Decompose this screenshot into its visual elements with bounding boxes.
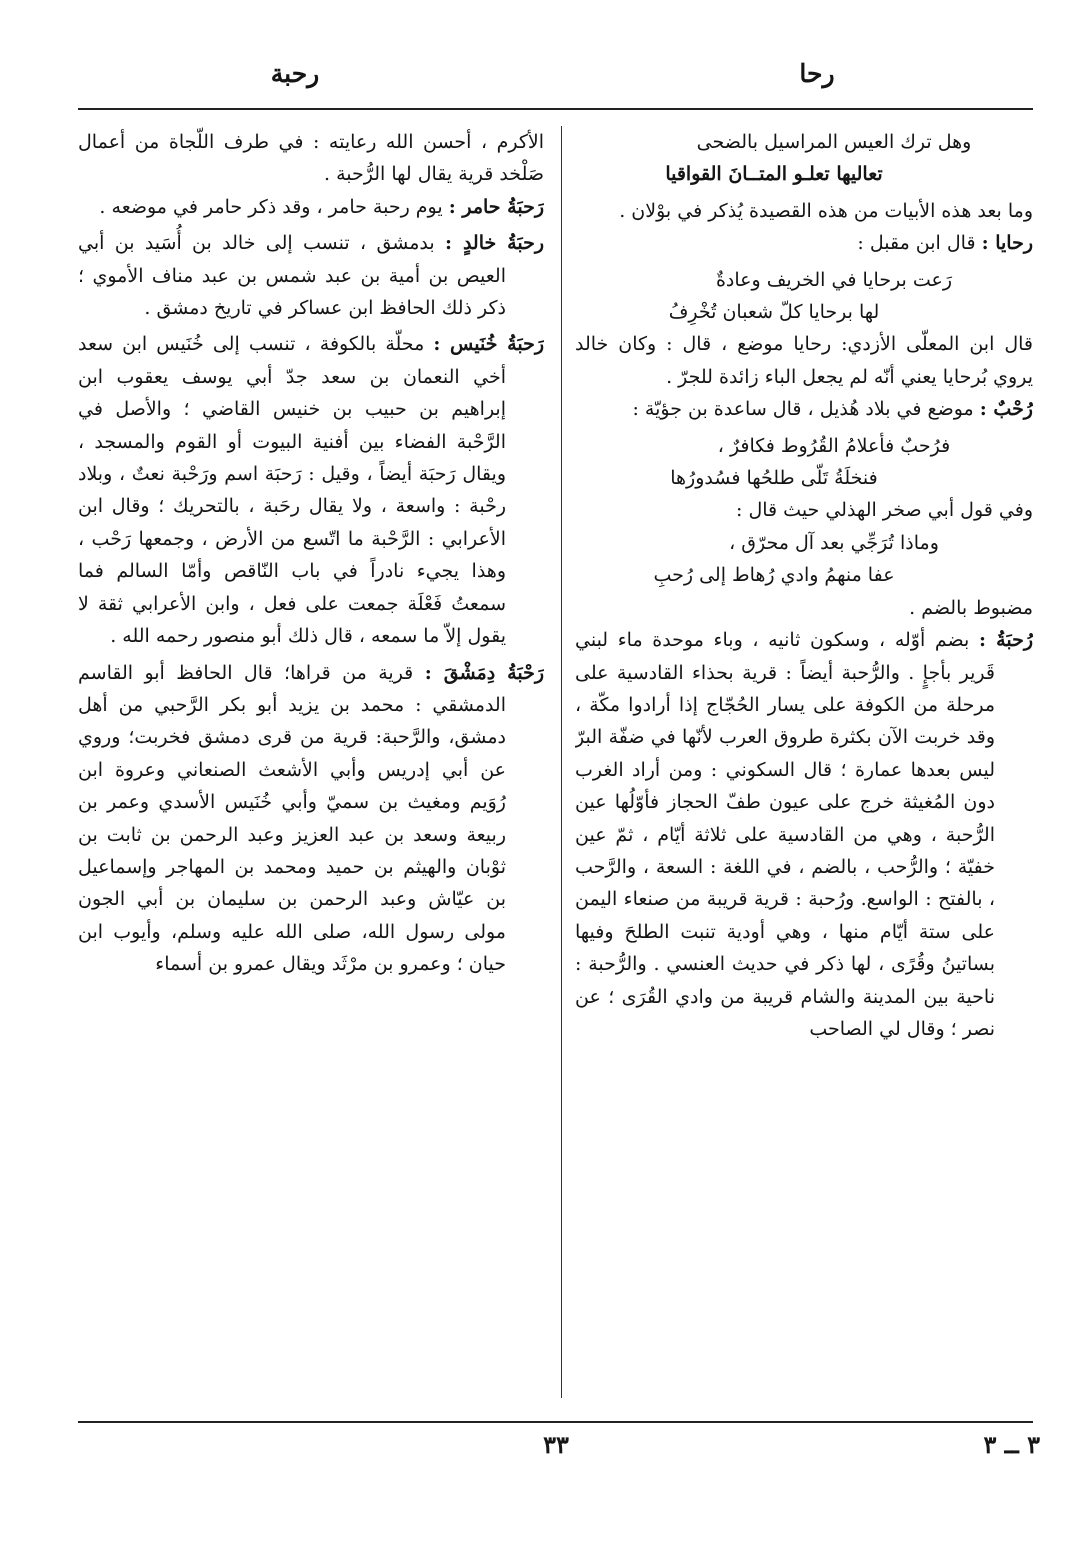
verse-line: وهل ترك العيس المراسيل بالضحى bbox=[696, 131, 972, 153]
entry-text: مضبوط بالضم . bbox=[909, 596, 1033, 619]
entry-headword: رحبَةُ خالدٍ : bbox=[445, 232, 544, 255]
entry-text: يوم رحبة حامر ، وقد ذكر حامر في موضعه . bbox=[99, 195, 443, 218]
verse-line: فنخلَةُ تَلّى طلحُها فسُدورُها bbox=[670, 467, 878, 490]
entry-text: بضم أوّله ، وسكون ثانيه ، وباء موحدة ماء لبني قَرير بأجإٍ . والرُّحبة أيضاً : قرية بحذاء القادسية على مرحلة من الكوفة على يسار الحُجّاج إذا أرادوا مكّة ، وقد خربت الآن بكثرة طروق العرب لأنّها في ضفّة البرّ ليس بعدها عمارة ؛ قال السكوني : ومن أراد الغرب دون المُغيثة خرج على عيون طفّ الحجاز فأوّلُها عين الرُّحبة ، وهي من القادسية على ثلاثة أيّام ، ثمّ عين خفيّة ؛ والرُّحب ، بالضم ، في اللغة : السعة ، والرَّحب ، بالفتح : الواسع. ورُحبة : قرية قريبة من صنعاء اليمن على ستة أيّام منها ، وهي أودية تنبت الطلحَ وفيها بساتينُ وقُرًى ، لها ذكر في حديث العنسي . والرُّحبة : ناحية بين المدينة والشام قريبة من وادي القُرَى ؛ عن نصر ؛ وقال لي الصاحب bbox=[575, 629, 995, 1040]
entry-rahbat-khunays bbox=[78, 328, 544, 652]
entry-continuation: الأكرم ، أحسن الله رعايته : في طرف اللّجاة من أعمال صَلْخد قرية يقال لها الرُّحبة . bbox=[78, 131, 544, 186]
fascicle-number: ٣ ــ ٣ bbox=[983, 1430, 1040, 1459]
running-header-left: رحبة bbox=[270, 59, 320, 88]
verse-line: عفا منهمُ وادي رُهاط إلى رُحبِ bbox=[653, 564, 895, 587]
verse-block bbox=[575, 126, 1033, 191]
page-number: ٣٣ bbox=[543, 1430, 569, 1459]
verse-block bbox=[575, 430, 1033, 495]
entry-headword: رُحْبٌ : bbox=[979, 398, 1033, 421]
verse-line: تعاليها تعلـو المتــانَ القواقيا bbox=[665, 163, 883, 186]
entry-headword: رَحْبَةُ دِمَشْقَ : bbox=[424, 661, 544, 684]
paragraph: وما بعد هذه الأبيات من هذه القصيدة يُذكر في بوْلان . bbox=[619, 199, 1033, 222]
entry-text: قال ابن مقبل : bbox=[857, 232, 976, 255]
header-rule bbox=[78, 108, 1033, 110]
verse-block bbox=[575, 264, 1033, 329]
verse-line: وماذا تُرَجِّي بعد آل محرّق ، bbox=[729, 531, 939, 554]
verse-line: لها برحايا كلّ شعبان تُخْرِفُ bbox=[668, 301, 880, 324]
entry-text: وفي قول أبي صخر الهذلي حيث قال : bbox=[736, 499, 1033, 522]
entry-rahbat-dimashq bbox=[78, 657, 544, 981]
entry-headword: رحايا : bbox=[981, 232, 1033, 255]
entry-text: موضع في بلاد هُذيل ، قال ساعدة بن جؤيّة : bbox=[632, 398, 974, 421]
entry-rahaya bbox=[575, 227, 1033, 259]
verse-line: رَعت برحايا في الخريف وعادةٌ bbox=[715, 268, 953, 291]
entry-rahbat-khalid bbox=[78, 227, 544, 324]
verse-line: فرُحبٌ فأعلامُ القُرُوط فكافرٌ ، bbox=[717, 434, 951, 457]
running-header-right: رحا bbox=[799, 59, 835, 88]
entry-text: قال ابن المعلّى الأزدي: رحايا موضع ، قال : وكان خالد يروي بُرحايا يعني أنّه لم يجعل الباء زائدة للجرّ . bbox=[575, 333, 1033, 388]
verse-block bbox=[575, 527, 1033, 592]
entry-ruhb bbox=[575, 393, 1033, 425]
entry-rahbat-hamir bbox=[78, 191, 544, 223]
footer-rule bbox=[78, 1421, 1033, 1423]
entry-ruhba bbox=[575, 624, 1033, 1045]
entry-text: بدمشق ، تنسب إلى خالد بن أُسَيد بن أبي العيص بن أمية بن عبد شمس بن عبد مناف الأموي ؛ ذكر ذلك الحافظ ابن عساكر في تاريخ دمشق . bbox=[78, 232, 506, 320]
entry-headword: رُحبَةُ : bbox=[978, 629, 1033, 652]
entry-text: قرية من قراها؛ قال الحافظ أبو القاسم الدمشقي : محمد بن يزيد أبو بكر الرَّحبي من أهل دمشق، والرَّحبة: قرية من قرى دمشق فخربت؛ وروي عن أبي إدريس وأبي الأشعث الصنعاني وعروة ابن رُوَيم ومغيث بن سميّ وأبي خُنَيس الأسدي وعمر بن ربيعة وسعد بن عبد العزيز وعبد الرحمن بن ثابت بن ثوْبان والهيثم بن حميد ومحمد بن المهاجر وإسماعيل بن عيّاش وعبد الرحمن بن سليمان بن أبي الجون مولى رسول الله، صلى الله عليه وسلم، وأيوب ابن حيان ؛ وعمرو بن مرْثَد ويقال عمرو بن أسماء bbox=[78, 661, 506, 976]
entry-headword: رَحبَةُ حامر : bbox=[448, 195, 544, 218]
entry-headword: رَحبَةُ خُنَيس : bbox=[433, 333, 544, 356]
column-divider bbox=[561, 126, 562, 1398]
right-column bbox=[575, 126, 1033, 1400]
entry-text: محلّة بالكوفة ، تنسب إلى خُنَيس ابن سعد أخي النعمان بن سعد جدّ أبي يوسف يعقوب ابن إبراهيم بن حبيب بن خنيس القاضي ؛ والأصل في الرَّحْبة الفضاء بين أفنية البيوت أو القوم والمسجد ، ويقال رَحبَة أيضاً ، وقيل : رَحبَة اسم ورَحْبة نعتٌ ، وبلاد رحْبة : واسعة ، ولا يقال رحَبة ، بالتحريك ؛ وقال ابن الأعرابي : الرَّحْبة ما اتّسع من الأرض ، وجمعها رَحْب ، وهذا يجيء نادراً في باب النّاقص وأمّا السالم فما سمعتُ فَعْلَة جمعت على فعل ، وابن الأعرابي ثقة لا يقول إلاّ ما سمعه ، قال ذلك أبو منصور رحمه الله . bbox=[78, 333, 506, 648]
left-column bbox=[78, 126, 544, 1400]
